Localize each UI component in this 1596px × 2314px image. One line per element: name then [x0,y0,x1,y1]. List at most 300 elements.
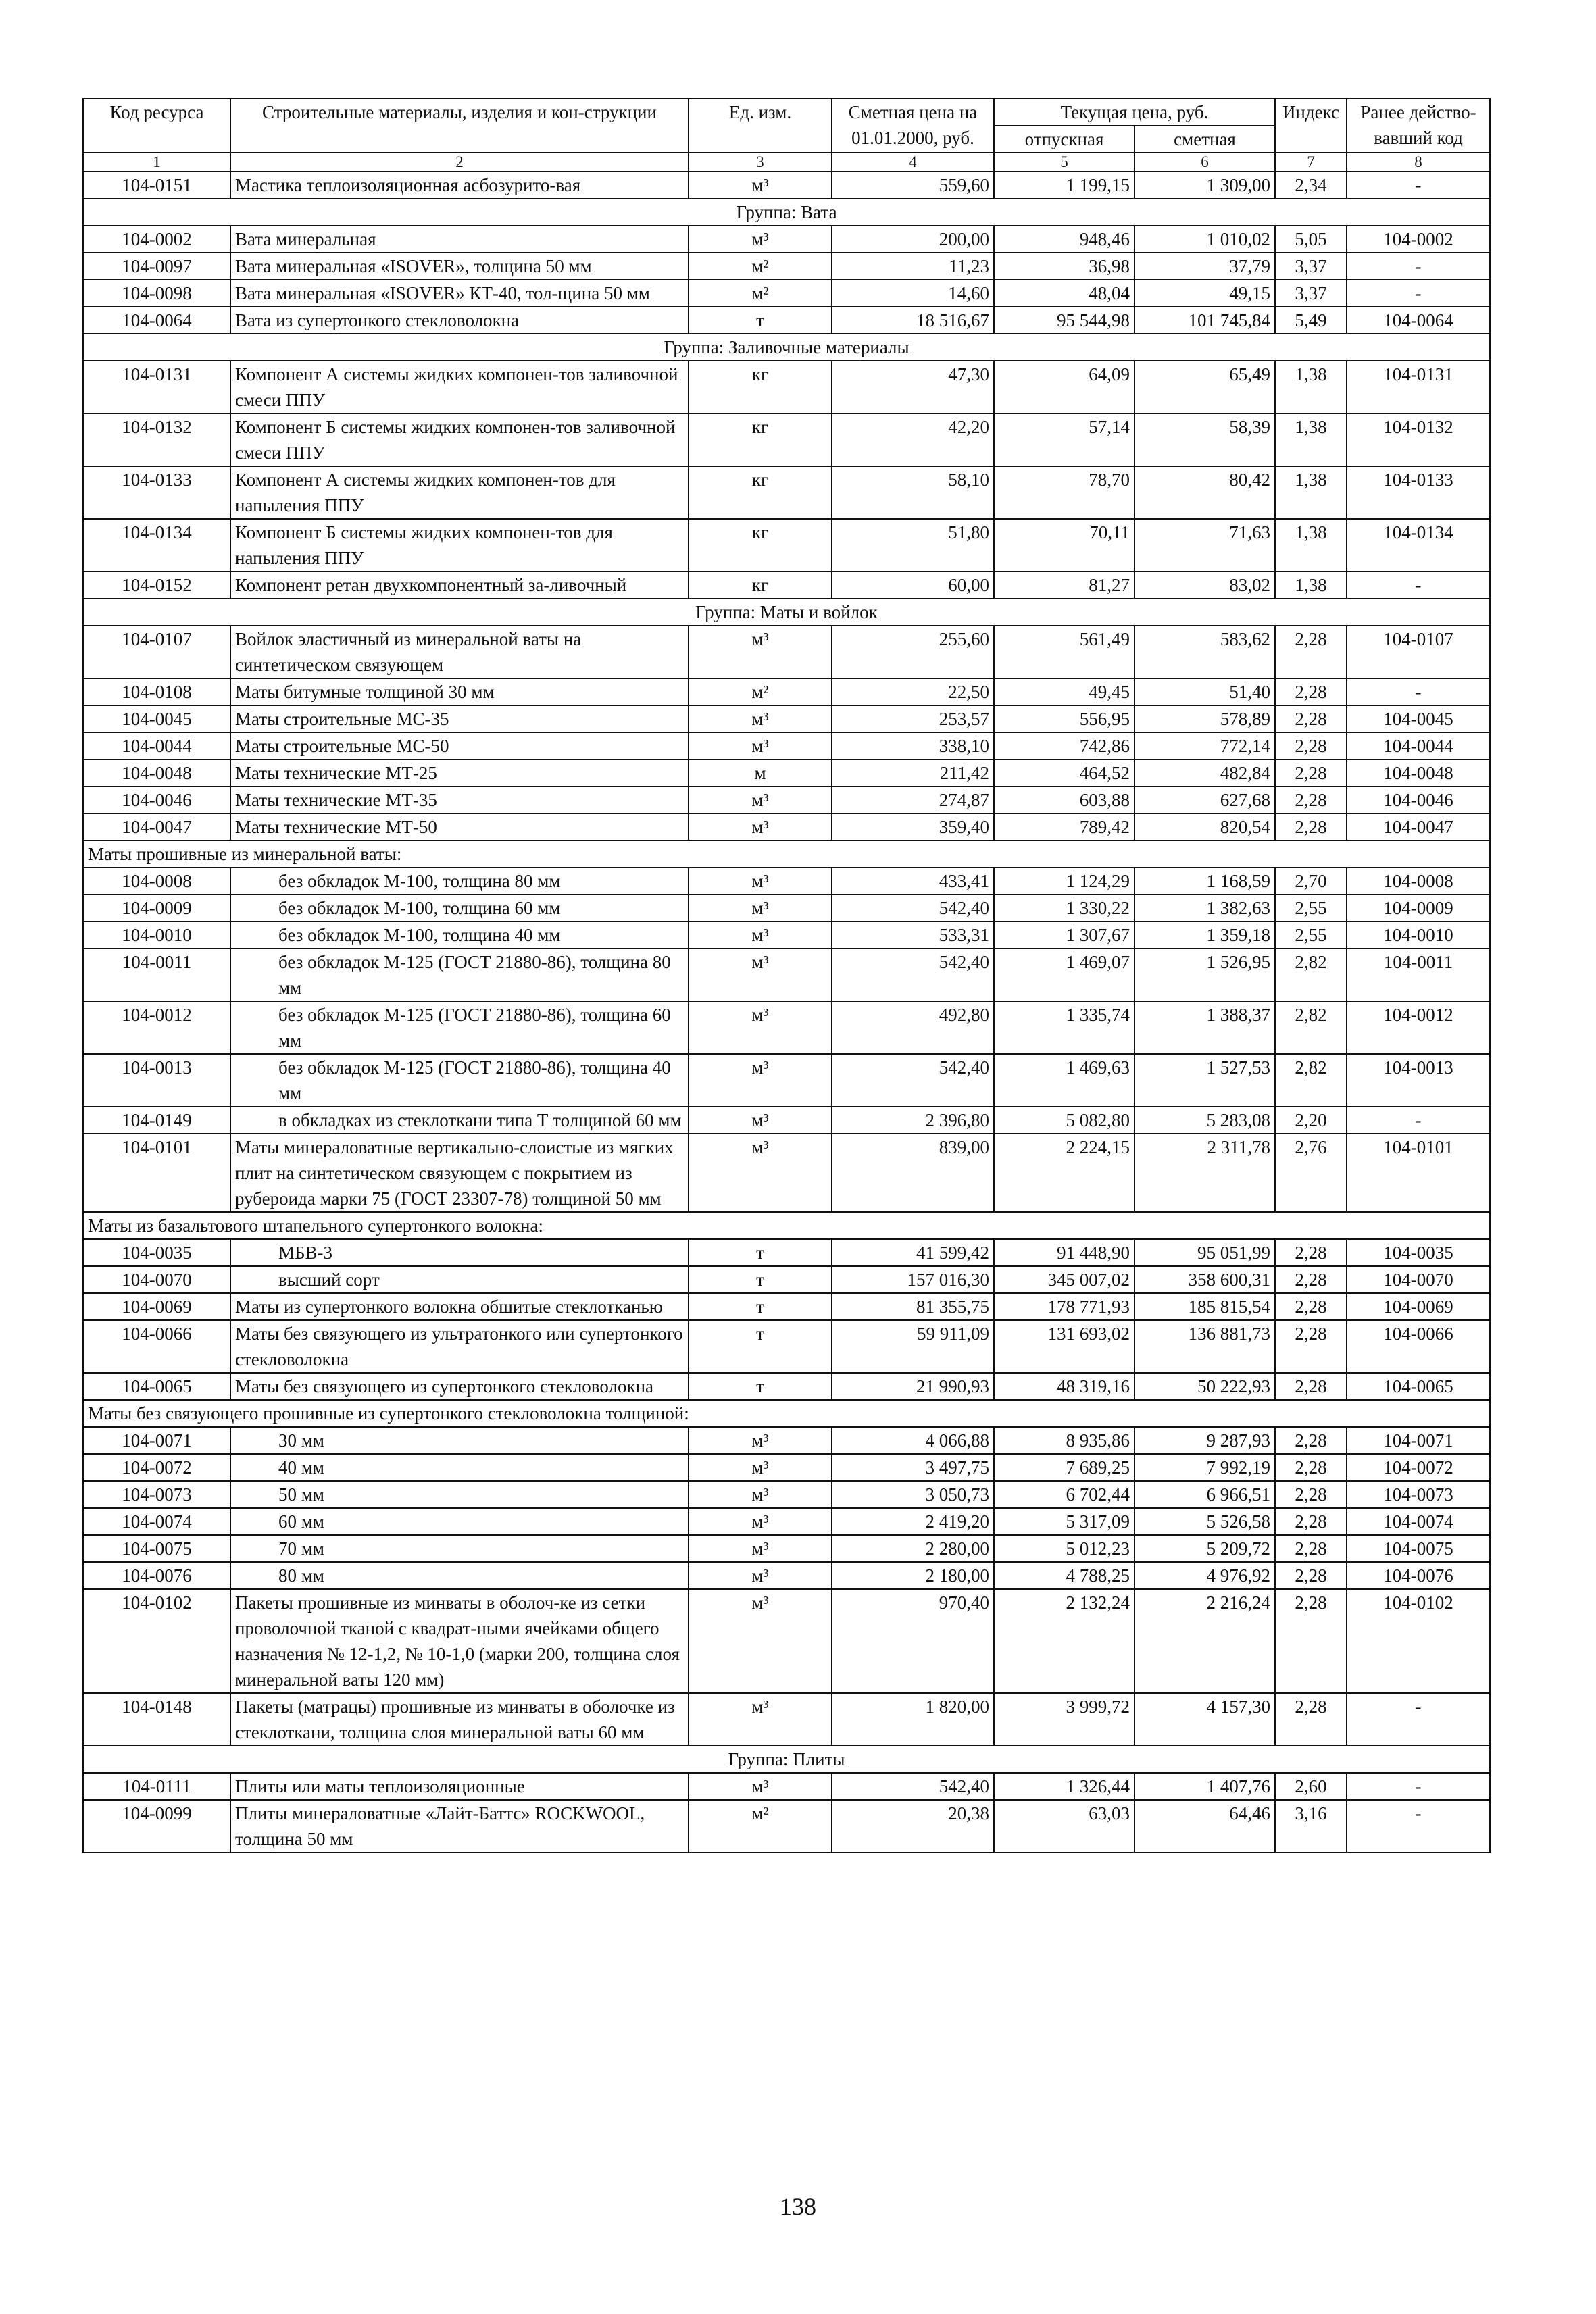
index-cell: 2,55 [1275,895,1347,922]
table-row [83,1800,1490,1853]
resource-code-cell: 104-0076 [83,1562,230,1589]
estimate-price-cell: 64,46 [1134,1800,1275,1853]
unit-cell: т [689,1239,832,1266]
material-name-cell: Компонент Б системы жидких компонен-тов для напыления ППУ [230,519,689,572]
release-price-cell: 556,95 [994,705,1134,732]
material-name-cell: 60 мм [230,1508,689,1535]
table-row [83,1508,1490,1535]
column-number: 7 [1275,153,1347,172]
column-number: 3 [689,153,832,172]
column-number: 8 [1347,153,1490,172]
index-cell: 2,28 [1275,1266,1347,1293]
unit-cell: т [689,1373,832,1400]
previous-code-cell: 104-0064 [1347,307,1490,334]
base-price-cell: 200,00 [832,226,994,253]
unit-cell: м³ [689,895,832,922]
resource-code-cell: 104-0133 [83,466,230,519]
resource-code-cell: 104-0011 [83,949,230,1001]
previous-code-cell: - [1347,1800,1490,1853]
resource-code-cell: 104-0132 [83,413,230,466]
table-row [83,361,1490,413]
group-title: Группа: Маты и войлок [83,599,1490,626]
release-price-cell: 2 224,15 [994,1134,1134,1212]
unit-cell: м² [689,253,832,280]
release-price-cell: 603,88 [994,786,1134,813]
subgroup-heading-row [83,1212,1490,1239]
resource-code-cell: 104-0002 [83,226,230,253]
material-name-cell: 50 мм [230,1481,689,1508]
table-row [83,949,1490,1001]
estimate-price-cell: 80,42 [1134,466,1275,519]
table-row [83,705,1490,732]
index-cell: 1,38 [1275,413,1347,466]
resource-code-cell: 104-0048 [83,759,230,786]
estimate-price-cell: 37,79 [1134,253,1275,280]
material-name-cell: Пакеты (матрацы) прошивные из минваты в оболочке из стеклоткани, толщина слоя минеральной ваты 60 мм [230,1693,689,1746]
previous-code-cell: 104-0008 [1347,867,1490,895]
material-name-cell: Маты строительные МС-35 [230,705,689,732]
material-name-cell: Маты технические МТ-25 [230,759,689,786]
index-cell: 5,49 [1275,307,1347,334]
index-cell: 3,37 [1275,253,1347,280]
table-row [83,732,1490,759]
column-number: 5 [994,153,1134,172]
table-row [83,922,1490,949]
previous-code-cell: 104-0102 [1347,1589,1490,1693]
resource-code-cell: 104-0009 [83,895,230,922]
material-name-cell: Маты технические МТ-35 [230,786,689,813]
base-price-cell: 3 497,75 [832,1454,994,1481]
release-price-cell: 789,42 [994,813,1134,840]
header-index: Индекс [1275,99,1347,153]
table-row [83,1320,1490,1373]
release-price-cell: 131 693,02 [994,1320,1134,1373]
estimate-price-cell: 1 359,18 [1134,922,1275,949]
index-cell: 2,70 [1275,867,1347,895]
header-name: Строительные материалы, изделия и кон-струкции [230,99,689,153]
table-row [83,253,1490,280]
table-row [83,759,1490,786]
base-price-cell: 58,10 [832,466,994,519]
table-row [83,1054,1490,1107]
estimate-price-cell: 482,84 [1134,759,1275,786]
estimate-price-cell: 51,40 [1134,678,1275,705]
previous-code-cell: 104-0073 [1347,1481,1490,1508]
previous-code-cell: 104-0070 [1347,1266,1490,1293]
estimate-price-cell: 1 010,02 [1134,226,1275,253]
resource-code-cell: 104-0152 [83,572,230,599]
index-cell: 2,82 [1275,949,1347,1001]
estimate-price-cell: 49,15 [1134,280,1275,307]
unit-cell: м³ [689,1107,832,1134]
resource-code-cell: 104-0131 [83,361,230,413]
release-price-cell: 5 012,23 [994,1535,1134,1562]
resource-code-cell: 104-0008 [83,867,230,895]
column-number: 2 [230,153,689,172]
table-row [83,466,1490,519]
index-cell: 2,28 [1275,1589,1347,1693]
index-cell: 2,28 [1275,1562,1347,1589]
release-price-cell: 48 319,16 [994,1373,1134,1400]
group-heading-row [83,599,1490,626]
previous-code-cell: 104-0066 [1347,1320,1490,1373]
group-heading-row [83,334,1490,361]
base-price-cell: 21 990,93 [832,1373,994,1400]
unit-cell: м² [689,678,832,705]
unit-cell: м [689,759,832,786]
group-title: Группа: Плиты [83,1746,1490,1773]
index-cell: 1,38 [1275,466,1347,519]
subgroup-heading-row [83,840,1490,867]
header-code: Код ресурса [83,99,230,153]
base-price-cell: 274,87 [832,786,994,813]
previous-code-cell: 104-0131 [1347,361,1490,413]
previous-code-cell: - [1347,1693,1490,1746]
index-cell: 2,28 [1275,1239,1347,1266]
resource-code-cell: 104-0069 [83,1293,230,1320]
table-row [83,1266,1490,1293]
table-row [83,1373,1490,1400]
release-price-cell: 1 335,74 [994,1001,1134,1054]
header-estimate-price: сметная [1134,126,1275,153]
unit-cell: м³ [689,813,832,840]
table-row [83,678,1490,705]
base-price-cell: 492,80 [832,1001,994,1054]
release-price-cell: 64,09 [994,361,1134,413]
index-cell: 2,28 [1275,1508,1347,1535]
material-name-cell: Войлок эластичный из минеральной ваты на синтетическом связующем [230,626,689,678]
unit-cell: м³ [689,732,832,759]
resource-code-cell: 104-0134 [83,519,230,572]
previous-code-cell: 104-0046 [1347,786,1490,813]
estimate-price-cell: 7 992,19 [1134,1454,1275,1481]
base-price-cell: 542,40 [832,1054,994,1107]
estimate-price-cell: 101 745,84 [1134,307,1275,334]
previous-code-cell: 104-0072 [1347,1454,1490,1481]
release-price-cell: 1 469,63 [994,1054,1134,1107]
base-price-cell: 59 911,09 [832,1320,994,1373]
index-cell: 2,55 [1275,922,1347,949]
unit-cell: м³ [689,1427,832,1454]
previous-code-cell: - [1347,572,1490,599]
material-name-cell: Плиты или маты теплоизоляционные [230,1773,689,1800]
unit-cell: м³ [689,949,832,1001]
estimate-price-cell: 358 600,31 [1134,1266,1275,1293]
previous-code-cell: - [1347,1773,1490,1800]
previous-code-cell: - [1347,678,1490,705]
resource-code-cell: 104-0012 [83,1001,230,1054]
estimate-price-cell: 820,54 [1134,813,1275,840]
base-price-cell: 2 180,00 [832,1562,994,1589]
material-name-cell: Плиты минераловатные «Лайт-Баттс» ROCKWOOL, толщина 50 мм [230,1800,689,1853]
table-row [83,1481,1490,1508]
material-name-cell: Вата минеральная «ISOVER», толщина 50 мм [230,253,689,280]
material-name-cell: МБВ-3 [230,1239,689,1266]
material-name-cell: Компонент А системы жидких компонен-тов для напыления ППУ [230,466,689,519]
table-row [83,280,1490,307]
estimate-price-cell: 5 283,08 [1134,1107,1275,1134]
resource-code-cell: 104-0010 [83,922,230,949]
base-price-cell: 42,20 [832,413,994,466]
resource-code-cell: 104-0111 [83,1773,230,1800]
unit-cell: м³ [689,1693,832,1746]
estimate-price-cell: 1 309,00 [1134,172,1275,199]
previous-code-cell: 104-0065 [1347,1373,1490,1400]
release-price-cell: 2 132,24 [994,1589,1134,1693]
estimate-price-cell: 1 382,63 [1134,895,1275,922]
resource-code-cell: 104-0107 [83,626,230,678]
estimate-price-cell: 772,14 [1134,732,1275,759]
material-name-cell: Мастика теплоизоляционная асбозурито-вая [230,172,689,199]
index-cell: 2,76 [1275,1134,1347,1212]
release-price-cell: 1 326,44 [994,1773,1134,1800]
previous-code-cell: - [1347,1107,1490,1134]
release-price-cell: 70,11 [994,519,1134,572]
material-name-cell: Маты из супертонкого волокна обшитые стеклотканью [230,1293,689,1320]
previous-code-cell: 104-0134 [1347,519,1490,572]
unit-cell: т [689,307,832,334]
base-price-cell: 253,57 [832,705,994,732]
unit-cell: м³ [689,1454,832,1481]
release-price-cell: 561,49 [994,626,1134,678]
material-name-cell: без обкладок М-100, толщина 40 мм [230,922,689,949]
resource-code-cell: 104-0149 [83,1107,230,1134]
table-row [83,1427,1490,1454]
table-row [83,1293,1490,1320]
release-price-cell: 78,70 [994,466,1134,519]
material-name-cell: Компонент ретан двухкомпонентный за-ливочный [230,572,689,599]
material-name-cell: без обкладок М-100, толщина 60 мм [230,895,689,922]
column-number: 1 [83,153,230,172]
index-cell: 2,28 [1275,1693,1347,1746]
previous-code-cell: - [1347,253,1490,280]
estimate-price-cell: 1 407,76 [1134,1773,1275,1800]
material-name-cell: без обкладок М-125 (ГОСТ 21880-86), толщина 40 мм [230,1054,689,1107]
table-header [83,99,1490,172]
estimate-price-cell: 1 526,95 [1134,949,1275,1001]
previous-code-cell: 104-0071 [1347,1427,1490,1454]
release-price-cell: 1 469,07 [994,949,1134,1001]
release-price-cell: 1 124,29 [994,867,1134,895]
resource-code-cell: 104-0064 [83,307,230,334]
index-cell: 2,28 [1275,1427,1347,1454]
material-name-cell: 40 мм [230,1454,689,1481]
base-price-cell: 533,31 [832,922,994,949]
base-price-cell: 338,10 [832,732,994,759]
table-body [83,172,1490,1853]
unit-cell: т [689,1266,832,1293]
page-number: 138 [780,2193,816,2220]
base-price-cell: 14,60 [832,280,994,307]
previous-code-cell: - [1347,280,1490,307]
estimate-price-cell: 578,89 [1134,705,1275,732]
group-title: Группа: Заливочные материалы [83,334,1490,361]
previous-code-cell: 104-0107 [1347,626,1490,678]
previous-code-cell: 104-0076 [1347,1562,1490,1589]
header-base-price: Сметная цена на 01.01.2000, руб. [832,99,994,153]
subgroup-heading-row [83,1400,1490,1427]
index-cell: 3,16 [1275,1800,1347,1853]
estimate-price-cell: 50 222,93 [1134,1373,1275,1400]
previous-code-cell: 104-0047 [1347,813,1490,840]
previous-code-cell: 104-0074 [1347,1508,1490,1535]
material-name-cell: без обкладок М-100, толщина 80 мм [230,867,689,895]
column-numbers-row [83,153,1490,172]
release-price-cell: 1 199,15 [994,172,1134,199]
material-name-cell: Компонент Б системы жидких компонен-тов заливочной смеси ППУ [230,413,689,466]
previous-code-cell: 104-0011 [1347,949,1490,1001]
release-price-cell: 7 689,25 [994,1454,1134,1481]
table-row [83,786,1490,813]
unit-cell: м³ [689,1562,832,1589]
material-name-cell: Маты без связующего из супертонкого стекловолокна [230,1373,689,1400]
previous-code-cell: 104-0010 [1347,922,1490,949]
table-row [83,1693,1490,1746]
material-name-cell: Вата из супертонкого стекловолокна [230,307,689,334]
base-price-cell: 559,60 [832,172,994,199]
estimate-price-cell: 71,63 [1134,519,1275,572]
unit-cell: м³ [689,922,832,949]
table-row [83,1589,1490,1693]
previous-code-cell: 104-0132 [1347,413,1490,466]
material-name-cell: Маты технические МТ-50 [230,813,689,840]
release-price-cell: 36,98 [994,253,1134,280]
column-number: 6 [1134,153,1275,172]
index-cell: 2,28 [1275,1535,1347,1562]
index-cell: 2,28 [1275,786,1347,813]
unit-cell: кг [689,361,832,413]
material-name-cell: 30 мм [230,1427,689,1454]
base-price-cell: 839,00 [832,1134,994,1212]
table-row [83,1001,1490,1054]
index-cell: 2,28 [1275,813,1347,840]
group-title: Группа: Вата [83,199,1490,226]
table-row [83,1773,1490,1800]
base-price-cell: 2 396,80 [832,1107,994,1134]
resource-code-cell: 104-0047 [83,813,230,840]
unit-cell: кг [689,572,832,599]
unit-cell: т [689,1293,832,1320]
estimate-price-cell: 95 051,99 [1134,1239,1275,1266]
release-price-cell: 4 788,25 [994,1562,1134,1589]
release-price-cell: 49,45 [994,678,1134,705]
column-number: 4 [832,153,994,172]
release-price-cell: 178 771,93 [994,1293,1134,1320]
index-cell: 2,28 [1275,1293,1347,1320]
unit-cell: м³ [689,705,832,732]
base-price-cell: 2 280,00 [832,1535,994,1562]
estimate-price-cell: 627,68 [1134,786,1275,813]
table-row [83,1454,1490,1481]
index-cell: 2,28 [1275,705,1347,732]
unit-cell: м³ [689,867,832,895]
release-price-cell: 8 935,86 [994,1427,1134,1454]
resource-code-cell: 104-0099 [83,1800,230,1853]
unit-cell: м³ [689,1589,832,1693]
table-row [83,307,1490,334]
resource-code-cell: 104-0070 [83,1266,230,1293]
estimate-price-cell: 9 287,93 [1134,1427,1275,1454]
index-cell: 2,28 [1275,626,1347,678]
estimate-price-cell: 5 526,58 [1134,1508,1275,1535]
materials-price-table [82,98,1491,1853]
estimate-price-cell: 4 976,92 [1134,1562,1275,1589]
unit-cell: м³ [689,226,832,253]
index-cell: 2,28 [1275,1481,1347,1508]
index-cell: 2,20 [1275,1107,1347,1134]
unit-cell: м³ [689,626,832,678]
estimate-price-cell: 583,62 [1134,626,1275,678]
release-price-cell: 3 999,72 [994,1693,1134,1746]
release-price-cell: 464,52 [994,759,1134,786]
estimate-price-cell: 65,49 [1134,361,1275,413]
base-price-cell: 1 820,00 [832,1693,994,1746]
resource-code-cell: 104-0108 [83,678,230,705]
previous-code-cell: 104-0044 [1347,732,1490,759]
base-price-cell: 542,40 [832,1773,994,1800]
base-price-cell: 22,50 [832,678,994,705]
resource-code-cell: 104-0072 [83,1454,230,1481]
material-name-cell: высший сорт [230,1266,689,1293]
release-price-cell: 48,04 [994,280,1134,307]
resource-code-cell: 104-0071 [83,1427,230,1454]
estimate-price-cell: 4 157,30 [1134,1693,1275,1746]
resource-code-cell: 104-0035 [83,1239,230,1266]
index-cell: 2,28 [1275,1454,1347,1481]
release-price-cell: 742,86 [994,732,1134,759]
base-price-cell: 20,38 [832,1800,994,1853]
base-price-cell: 542,40 [832,895,994,922]
previous-code-cell: - [1347,172,1490,199]
material-name-cell: Маты минераловатные вертикально-слоистые из мягких плит на синтетическом связующем с покрытием из рубероида марки 75 (ГОСТ 23307-78) толщиной 50 мм [230,1134,689,1212]
previous-code-cell: 104-0133 [1347,466,1490,519]
index-cell: 2,28 [1275,759,1347,786]
unit-cell: м² [689,1800,832,1853]
base-price-cell: 255,60 [832,626,994,678]
previous-code-cell: 104-0013 [1347,1054,1490,1107]
table-row [83,572,1490,599]
unit-cell: кг [689,466,832,519]
unit-cell: м³ [689,1134,832,1212]
estimate-price-cell: 1 168,59 [1134,867,1275,895]
estimate-price-cell: 6 966,51 [1134,1481,1275,1508]
material-name-cell: без обкладок М-125 (ГОСТ 21880-86), толщина 60 мм [230,1001,689,1054]
base-price-cell: 51,80 [832,519,994,572]
index-cell: 2,34 [1275,172,1347,199]
previous-code-cell: 104-0069 [1347,1293,1490,1320]
index-cell: 2,28 [1275,732,1347,759]
estimate-price-cell: 1 388,37 [1134,1001,1275,1054]
unit-cell: м² [689,280,832,307]
unit-cell: кг [689,519,832,572]
unit-cell: м³ [689,1535,832,1562]
table-row [83,519,1490,572]
material-name-cell: 70 мм [230,1535,689,1562]
estimate-price-cell: 136 881,73 [1134,1320,1275,1373]
table-row [83,413,1490,466]
resource-code-cell: 104-0075 [83,1535,230,1562]
index-cell: 2,28 [1275,1320,1347,1373]
base-price-cell: 4 066,88 [832,1427,994,1454]
previous-code-cell: 104-0012 [1347,1001,1490,1054]
group-heading-row [83,199,1490,226]
material-name-cell: Маты битумные толщиной 30 мм [230,678,689,705]
material-name-cell: Вата минеральная [230,226,689,253]
base-price-cell: 211,42 [832,759,994,786]
previous-code-cell: 104-0075 [1347,1535,1490,1562]
header-unit: Ед. изм. [689,99,832,153]
index-cell: 1,38 [1275,361,1347,413]
